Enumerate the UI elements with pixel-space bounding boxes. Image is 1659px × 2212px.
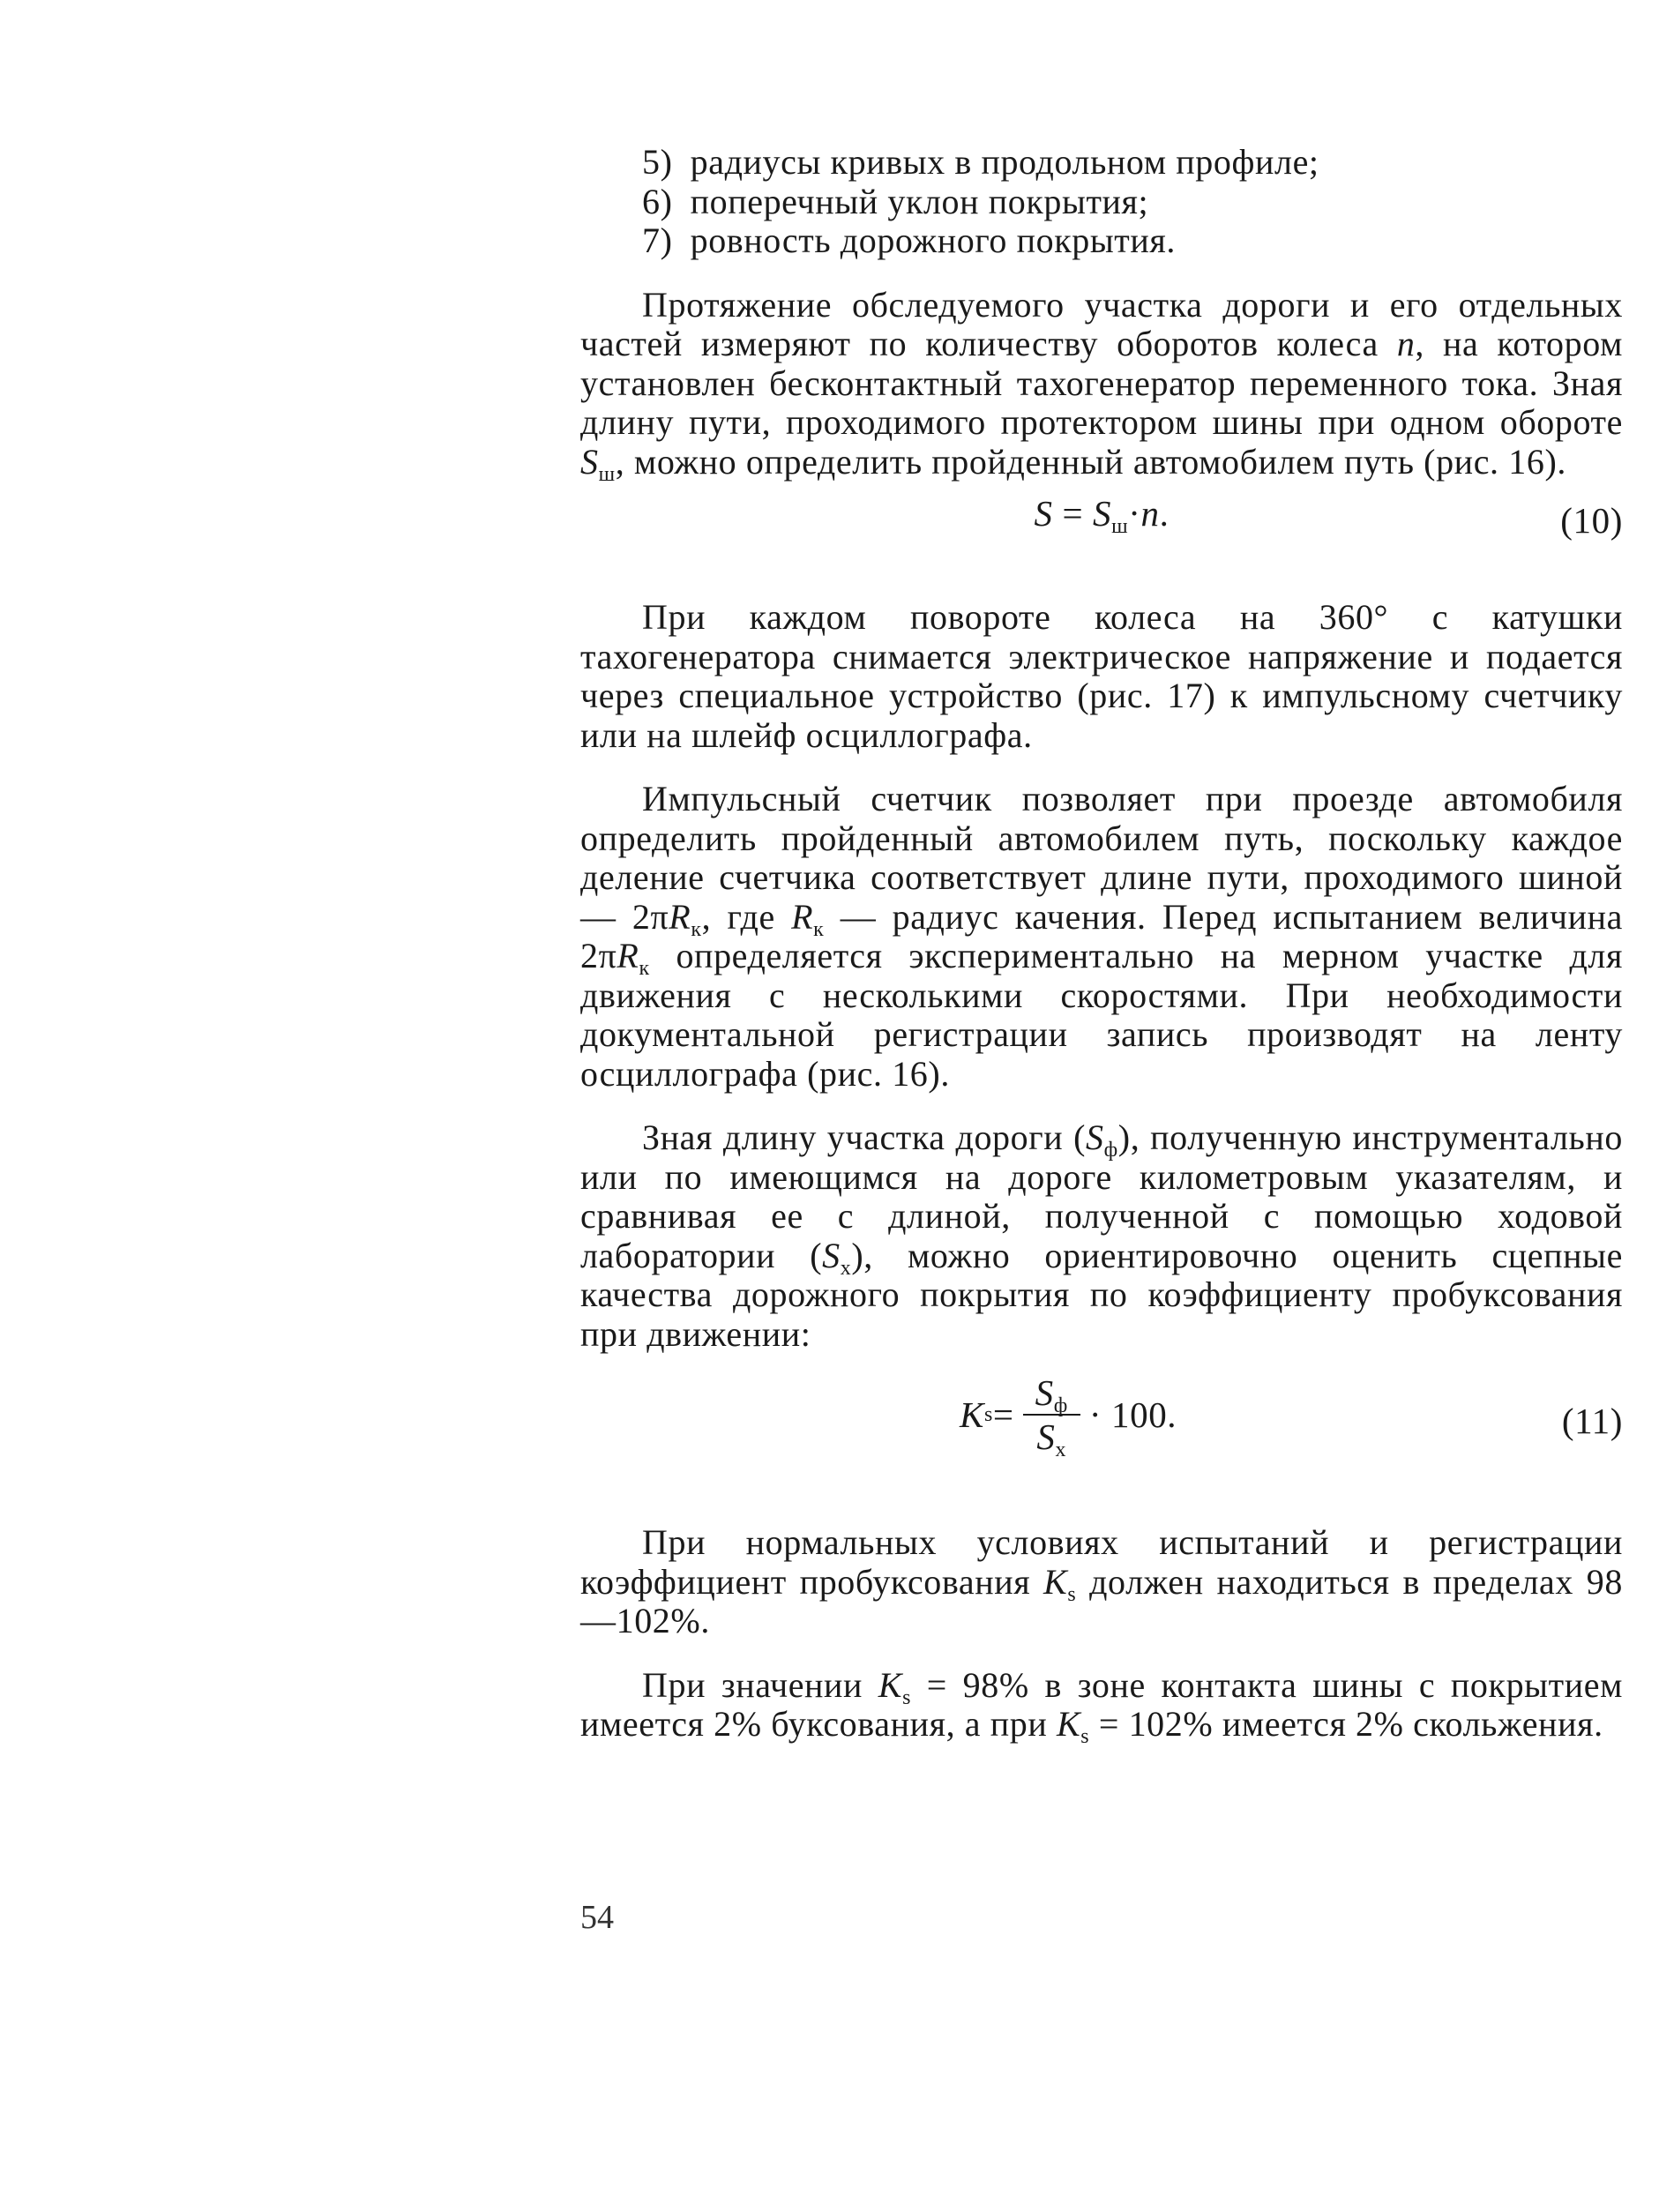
math-var: K <box>878 1664 903 1705</box>
paragraph-tachogenerator: При каждом повороте колеса на 360° с катушки тахогенератора снимается электрическое напряжение и подается через специальное устройство (рис. 17) к импульсному счетчику или на шлейф осциллографа. <box>580 597 1623 755</box>
list-text: ровность дорожного покрытия. <box>690 220 1176 260</box>
text-run: должен находиться в пределах 98—102%. <box>580 1561 1623 1640</box>
math-subscript: ш <box>598 462 616 486</box>
math-subscript: s <box>1080 1725 1090 1748</box>
math-var: S <box>1093 493 1112 534</box>
math-var: S <box>1034 493 1053 534</box>
math-op: = <box>992 1394 1014 1435</box>
equation-10 <box>580 494 1623 552</box>
math-var: K <box>960 1394 984 1435</box>
text-run: = 98% в зоне контакта шины с покрытием имеется 2% буксования, а при <box>580 1664 1623 1744</box>
list-text: поперечный уклон покрытия; <box>690 181 1149 221</box>
fraction <box>1023 1371 1080 1461</box>
math-subscript: к <box>639 957 650 980</box>
equation-number: (11) <box>1561 1401 1623 1441</box>
math-subscript: к <box>691 917 702 941</box>
list-number: 7) <box>642 220 673 260</box>
list-item <box>580 143 1623 183</box>
math-subscript: s <box>1067 1582 1077 1606</box>
paragraph-distance-measurement <box>580 284 1623 486</box>
math-subscript: ф <box>1103 1139 1118 1162</box>
equation-body <box>580 493 1623 538</box>
math-var: R <box>617 936 639 975</box>
math-subscript: ш <box>1111 515 1129 538</box>
list-number: 6) <box>642 181 673 221</box>
list-item <box>580 183 1623 222</box>
math-var: n <box>1140 493 1160 534</box>
paragraph-normal-conditions <box>580 1523 1623 1641</box>
text-run: определяется экспериментально на мерном участке для движения с несколькими скоростями. При необходимости документальной регистрации запись производят на ленту осциллографа (рис. 16). <box>580 936 1623 1094</box>
math-subscript: x <box>840 1256 852 1280</box>
math-var: S <box>1035 1372 1054 1413</box>
text-run: При значении <box>642 1664 878 1705</box>
text-run: ), можно ориентировочно оценить сцепные качества дорожного покрытия по коэффициенту пробуксования при движении: <box>580 1235 1623 1354</box>
text-run: Зная длину участка дороги ( <box>642 1117 1087 1157</box>
equation-body: K s = $\frac{S_ф}{S_x}$ · 100. <box>960 1372 1177 1461</box>
list-item <box>580 221 1623 261</box>
math-var: K <box>1056 1704 1081 1744</box>
list-text: радиусы кривых в продольном профиле; <box>690 142 1319 182</box>
math-subscript: к <box>813 917 825 941</box>
math-var: S <box>822 1235 841 1275</box>
math-subscript: s <box>902 1685 912 1709</box>
equation-11 <box>580 1371 1623 1477</box>
fraction-denominator <box>1036 1416 1067 1461</box>
paragraph-slip-values <box>580 1664 1623 1748</box>
math-var: R <box>791 896 814 937</box>
text-column <box>580 142 1623 1748</box>
math-op: · 100. <box>1088 1394 1177 1435</box>
text-run: При нормальных условиях испытаний и регистрации коэффициент пробуксования <box>580 1522 1623 1602</box>
text-run: , можно определить пройденный автомобилем путь (рис. 16). <box>615 441 1566 482</box>
text-run: = 102% имеется 2% скольжения. <box>1089 1704 1603 1744</box>
text-run: Импульсный счетчик позволяет при проезде автомобиля определить пройденный автомобилем путь, поскольку каждое деление счетчика соответствует длине пути, проходимого шиной — 2π <box>580 779 1623 937</box>
math-var: K <box>1043 1561 1068 1602</box>
math-var: S <box>580 441 599 482</box>
text-run: , на котором установлен бесконтактный тахогенератор переменного тока. Зная длину пути, проходимого протектором шины при одном обороте <box>580 324 1623 442</box>
text-run: ), полученную инструментально или по имеющимся на дороге километровым указателям, и сравнивая ее с длиной, полученной с помощью ходовой лаборатории ( <box>580 1117 1623 1275</box>
paragraph-pulse-counter <box>580 780 1623 1094</box>
text-run: , где <box>701 896 792 937</box>
paragraph-road-length <box>580 1118 1623 1354</box>
math-var: S <box>1036 1416 1056 1457</box>
text-run: — радиус качения. Перед испытанием величина 2π <box>580 896 1623 975</box>
math-op: · <box>1128 493 1141 534</box>
fraction-numerator <box>1023 1371 1080 1416</box>
math-op: = <box>1052 493 1094 534</box>
math-subscript: ф <box>1053 1394 1068 1417</box>
text-run: Протяжение обследуемого участка дороги и его отдельных частей измеряют по количеству оборотов колеса <box>580 284 1623 363</box>
math-subscript: x <box>1055 1439 1067 1461</box>
list-number: 5) <box>642 142 673 182</box>
math-var: n <box>1396 324 1416 363</box>
equation-number: (10) <box>1560 500 1623 541</box>
math-op: . <box>1159 493 1170 534</box>
math-var: S <box>1086 1117 1104 1157</box>
page-number: 54 <box>580 1899 614 1936</box>
math-var: R <box>669 896 691 937</box>
